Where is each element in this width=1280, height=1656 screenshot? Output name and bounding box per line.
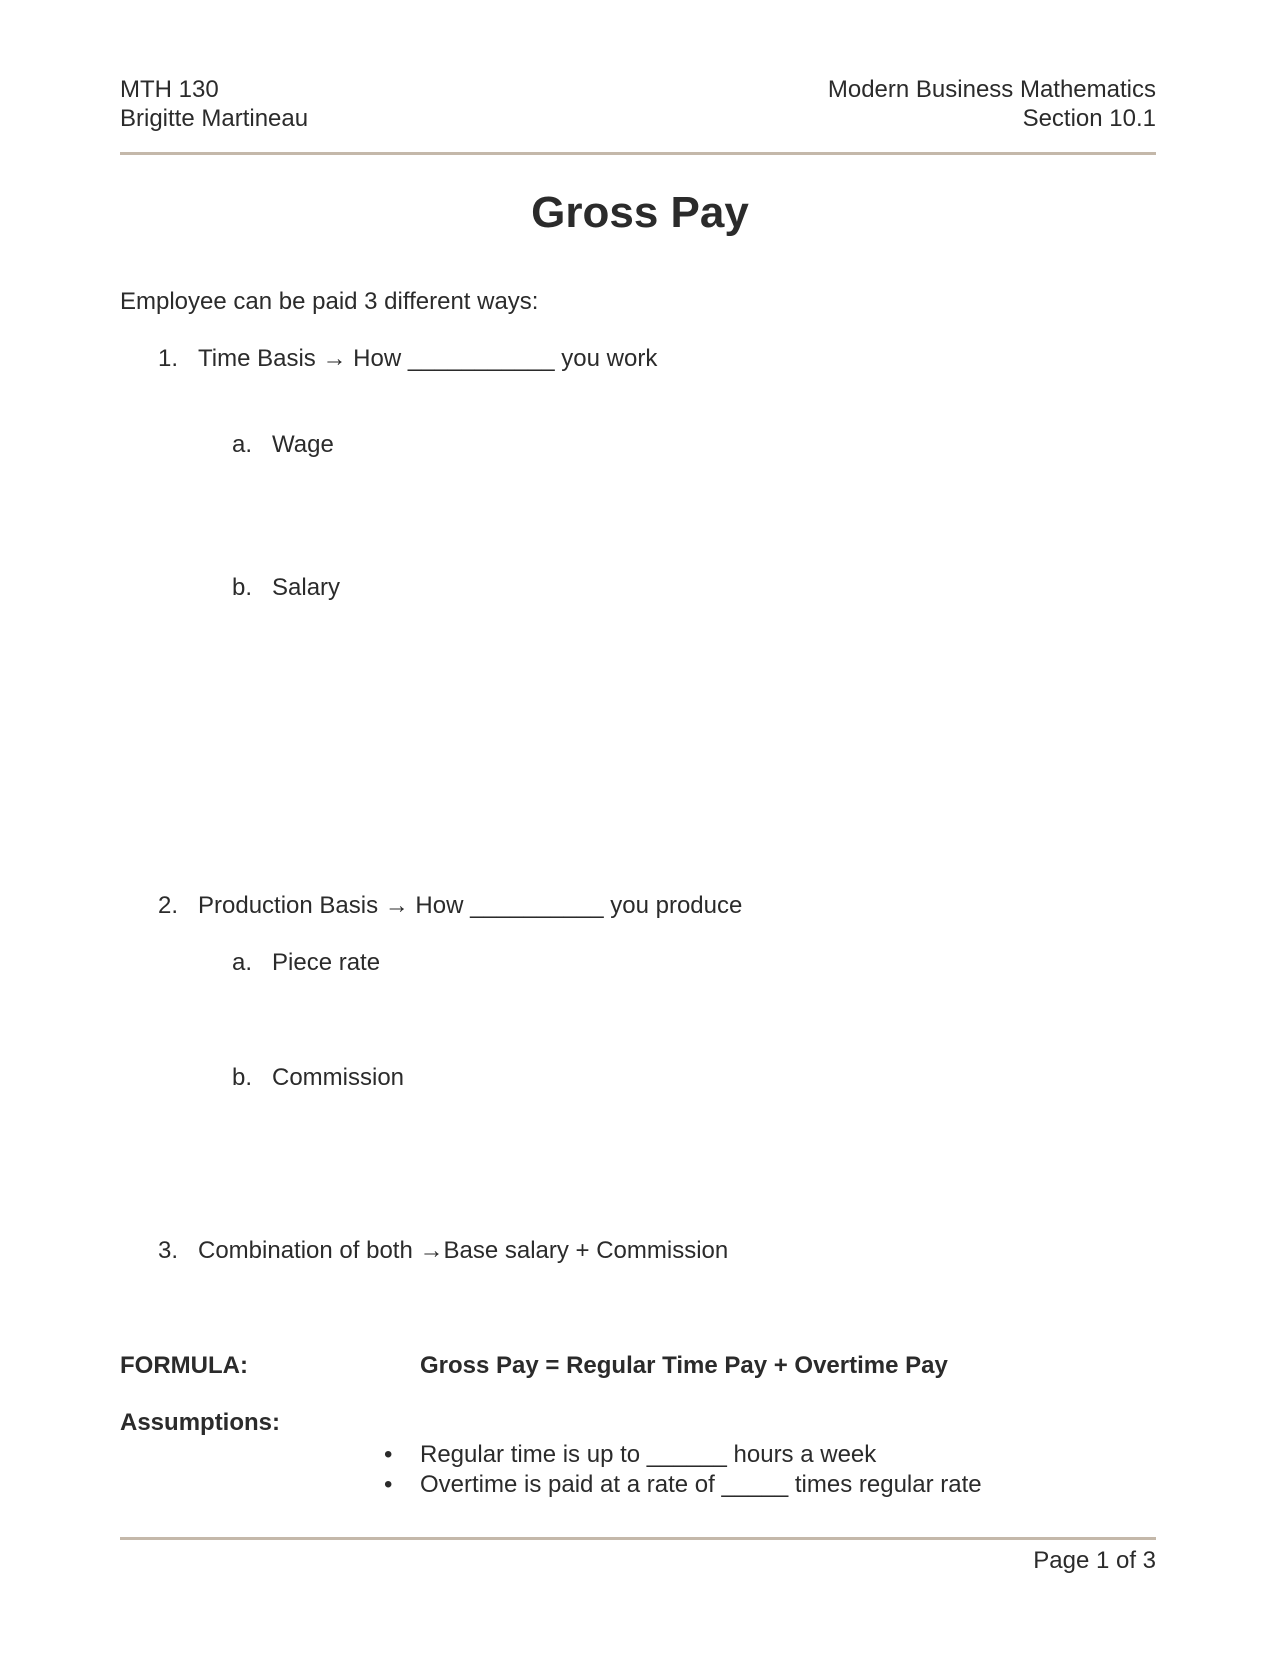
page-title: Gross Pay — [531, 188, 749, 237]
course-code: MTH 130 — [120, 76, 219, 103]
assumptions-label: Assumptions: — [120, 1409, 281, 1436]
assumption-item — [384, 1470, 982, 1499]
assumption-text: Regular time is up to ______ hours a week — [420, 1441, 877, 1468]
list-item-number: 3. — [158, 1237, 179, 1264]
assumption-item — [384, 1440, 876, 1469]
sub-item-letter: a. — [232, 431, 253, 458]
list-item-text: Production Basis → How __________ you produce — [198, 892, 743, 919]
formula-label: FORMULA: — [120, 1352, 248, 1379]
sub-item-text: Commission — [272, 1064, 405, 1091]
list-item-combination — [158, 1236, 728, 1265]
footer-divider — [120, 1537, 1156, 1540]
formula-text: Gross Pay = Regular Time Pay + Overtime Pay — [420, 1352, 948, 1379]
section-label: Section 10.1 — [1022, 105, 1156, 132]
list-item-number: 1. — [158, 345, 179, 372]
sub-item-letter: b. — [232, 1064, 253, 1091]
intro-text: Employee can be paid 3 different ways: — [120, 288, 539, 315]
list-item-time-basis — [158, 344, 657, 373]
page-number: Page 1 of 3 — [1033, 1547, 1156, 1574]
sub-item-text: Piece rate — [272, 949, 381, 976]
assumption-text: Overtime is paid at a rate of _____ times regular rate — [420, 1471, 982, 1498]
header-divider — [120, 152, 1156, 155]
sub-item-text: Salary — [272, 574, 341, 601]
sub-item-letter: b. — [232, 574, 253, 601]
author-name: Brigitte Martineau — [120, 105, 309, 132]
sub-item-letter: a. — [232, 949, 253, 976]
bullet-icon: • — [384, 1441, 393, 1468]
bullet-icon: • — [384, 1471, 393, 1498]
list-item-production-basis — [158, 891, 742, 920]
sub-item-piece-rate — [232, 948, 380, 977]
sub-item-wage — [232, 430, 334, 459]
sub-item-text: Wage — [272, 431, 334, 458]
list-item-number: 2. — [158, 892, 179, 919]
list-item-text: Time Basis → How ___________ you work — [198, 345, 658, 372]
sub-item-commission — [232, 1063, 404, 1092]
book-title: Modern Business Mathematics — [827, 76, 1156, 103]
list-item-text: Combination of both →Base salary + Commission — [198, 1237, 729, 1264]
sub-item-salary — [232, 573, 340, 602]
